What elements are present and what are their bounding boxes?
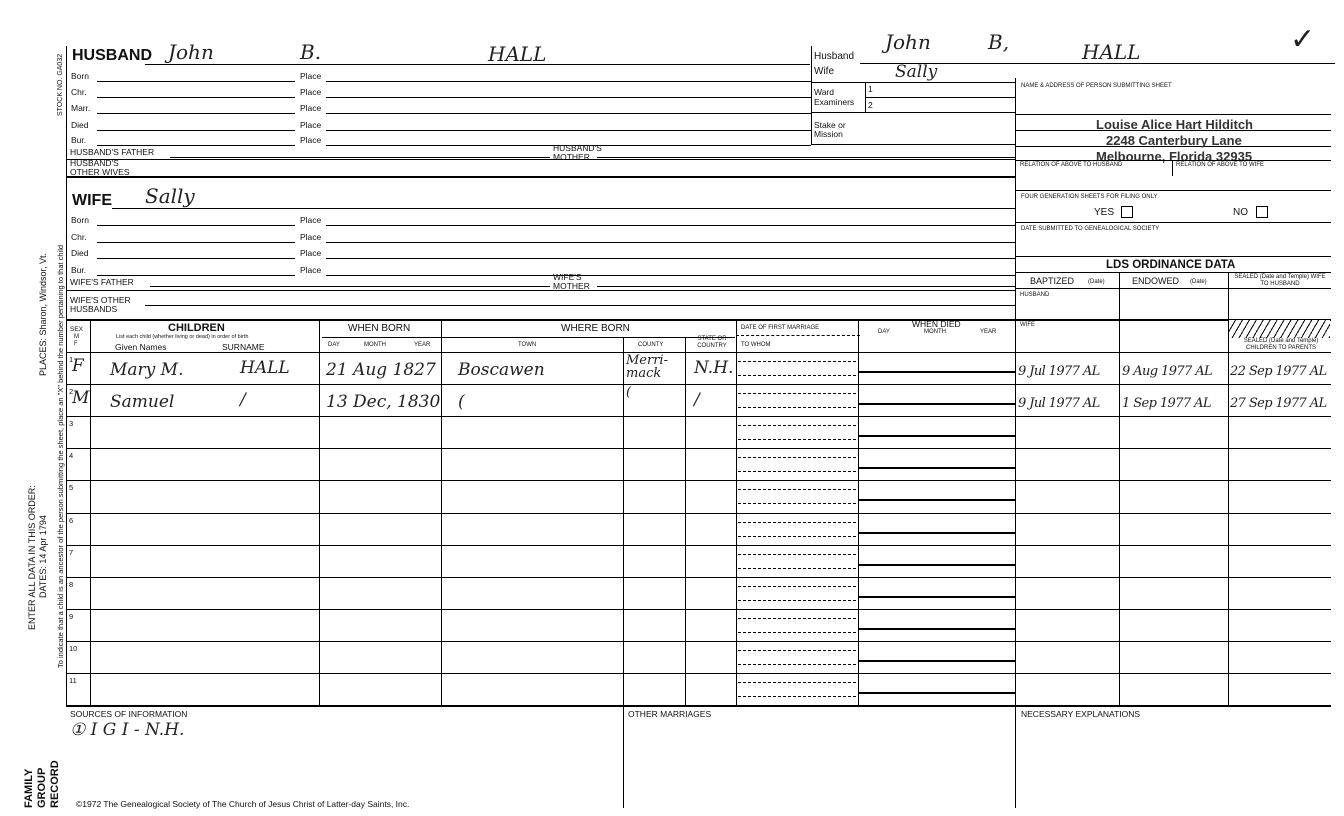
no-checkbox[interactable] [1256,206,1268,218]
born-month-header: MONTH [364,342,386,348]
surname-header: SURNAME [222,342,265,352]
husband-bur-place-label: Place [300,135,322,145]
child-number: 3 [69,419,74,429]
child-sealed[interactable]: 22 Sep 1977 AL [1230,364,1327,379]
places-instruction: PLACES: Sharon, Windsor, Vt. [38,252,48,376]
born-year-header: YEAR [414,342,431,348]
child-number: 1 [69,355,74,364]
child-sex[interactable]: F [72,356,84,376]
state-header: STATE OR COUNTRY [697,336,727,349]
died-month-header: MONTH [924,329,946,335]
wife-died-place-label: Place [300,248,322,258]
mf-header: M F [74,334,79,347]
husband-other-wives-label: HUSBAND'S OTHER WIVES [70,158,130,177]
husband-marr-place-field[interactable] [326,113,811,114]
submitter-street[interactable]: 2248 Canterbury Lane [1106,133,1242,148]
wife-died-place-field[interactable] [326,258,1015,259]
submitter-name[interactable]: Louise Alice Hart Hilditch [1096,117,1253,132]
date-submitted-label: DATE SUBMITTED TO GENEALOGICAL SOCIETY [1021,226,1160,232]
born-day-header: DAY [328,342,340,348]
county-header: COUNTY [638,342,664,348]
child-given-names[interactable]: Samuel [110,392,175,413]
when-born-header: WHEN BORN [348,323,411,334]
table-row [66,609,1331,610]
examiner-2: 2 [868,100,873,110]
wife-other-husbands-label: WIFE'S OTHER HUSBANDS [70,295,131,314]
summary-husband-given[interactable]: John [885,30,931,54]
wife-label: WIFE [72,192,112,209]
child-number: 6 [69,515,74,525]
child-number: 7 [69,547,74,557]
when-died-header: WHEN DIED [912,319,961,329]
relation-wife-label: RELATION OF ABOVE TO WIFE [1176,162,1265,168]
sources-label: SOURCES OF INFORMATION [70,709,188,719]
lds-husband-label: HUSBAND [1020,292,1050,298]
child-birth-town[interactable]: Boscawen [458,360,545,380]
husband-died-place-label: Place [300,120,322,130]
four-gen-label: FOUR GENERATION SHEETS FOR FILING ONLY [1021,194,1158,200]
husband-father-label: HUSBAND'S FATHER [70,147,155,157]
endowed-date-note: (Date) [1190,279,1207,285]
child-number: 2 [69,387,74,397]
wife-mother-label: WIFE'S MOTHER [553,272,590,291]
wife-bur-label: Bur. [71,265,87,275]
sealed-children-header: SEALED (Date and Temple) CHILDREN TO PARENTS [1243,338,1319,351]
child-surname[interactable]: HALL [240,358,290,378]
town-header: TOWN [518,342,537,348]
husband-bur-label: Bur. [71,135,87,145]
submitter-label: NAME & ADDRESS OF PERSON SUBMITTING SHEET [1021,83,1172,89]
summary-husband-middle[interactable]: B, [988,30,1010,54]
wife-given-name[interactable]: Sally [145,184,195,208]
dates-instruction: DATES: 14 Apr 1794 [38,515,48,598]
child-sex[interactable]: M [72,388,90,409]
husband-surname[interactable]: HALL [488,42,547,66]
endowed-header: ENDOWED [1132,276,1179,286]
given-names-header: Given Names [115,342,167,352]
husband-middle-initial[interactable]: B. [300,40,322,64]
wife-bur-place-field[interactable] [326,275,1015,276]
stake-label: Stake or Mission [814,120,846,139]
table-row [66,577,1331,578]
husband-marr-place-label: Place [300,103,322,113]
sex-header: SEX [70,326,84,333]
examiner-1: 1 [868,84,873,94]
order-instruction: ENTER ALL DATA IN THIS ORDER: [27,485,37,630]
sources-value[interactable]: ① I G I - N.H. [70,720,185,740]
husband-label: HUSBAND [72,47,152,64]
table-row [66,448,1331,449]
lds-title: LDS ORDINANCE DATA [1106,259,1236,271]
wife-father-label: WIFE'S FATHER [70,277,134,287]
husband-born-place-field[interactable] [326,81,811,82]
table-row [66,545,1331,546]
child-number: 8 [69,579,74,589]
form-title-group: GROUP [36,767,48,808]
relation-husband-label: RELATION OF ABOVE TO HUSBAND [1020,162,1123,168]
table-row [66,416,1331,417]
explanations-label: NECESSARY EXPLANATIONS [1021,709,1141,719]
baptized-header: BAPTIZED [1030,276,1075,286]
child-number: 10 [69,643,78,653]
husband-mother-label: HUSBAND'S MOTHER [553,143,602,162]
to-whom-header: TO WHOM [741,342,771,348]
sealed-children-hatch [1228,320,1330,338]
child-number: 4 [69,451,74,461]
wife-chr-label: Chr. [71,232,87,242]
child-baptized[interactable]: 9 Jul 1977 AL [1018,396,1100,412]
yes-label: YES [1094,207,1115,218]
husband-died-label: Died [71,120,89,130]
died-year-header: YEAR [980,329,997,335]
table-row [66,673,1331,674]
wife-born-label: Born [71,215,89,225]
no-label: NO [1233,207,1248,218]
copyright: ©1972 The Genealogical Society of The Church of Jesus Christ of Latter-day Saints, Inc. [76,799,410,809]
ancestor-instruction: To indicate that a child is an ancestor of the person submitting the sheet, place an "X" behind the number pertaining to that child [56,244,65,668]
where-born-header: WHERE BORN [561,323,630,334]
yes-checkbox[interactable] [1121,206,1133,218]
husband-given-name[interactable]: John [168,40,214,64]
child-sealed[interactable]: 27 Sep 1977 AL [1230,396,1327,412]
examiners-label: Examiners [814,97,855,107]
child-number: 9 [69,611,74,621]
child-birth-county[interactable]: Merri-mack [626,353,668,381]
child-birth-town[interactable]: ( [458,392,465,413]
wife-chr-place-field[interactable] [326,242,1015,243]
child-surname[interactable]: / [240,390,246,411]
ward-label: Ward [814,87,834,97]
sealed-wife-header: SEALED (Date and Temple) WIFE TO HUSBAND [1234,274,1326,287]
summary-wife-label: Wife [814,66,834,77]
first-marriage-header: DATE OF FIRST MARRIAGE [741,325,820,331]
other-marriages-label: OTHER MARRIAGES [628,709,712,719]
table-row [66,641,1331,642]
child-birth-date[interactable]: 21 Aug 1827 [326,360,436,380]
child-birth-date[interactable]: 13 Dec, 1830 [326,392,441,413]
child-baptized[interactable]: 9 Jul 1977 AL [1018,364,1100,379]
summary-wife-name[interactable]: Sally [895,62,938,82]
child-given-names[interactable]: Mary M. [110,360,184,380]
husband-born-label: Born [71,71,89,81]
child-birth-county[interactable]: ( [626,385,632,401]
children-header: CHILDREN [168,322,225,334]
table-row [66,384,1331,385]
husband-chr-place-label: Place [300,87,322,97]
form-title-family: FAMILY [23,768,35,808]
husband-chr-label: Chr. [71,87,87,97]
summary-husband-surname[interactable]: HALL [1082,40,1141,64]
husband-died-place-field[interactable] [326,130,811,131]
children-subheader: List each child (whether living or dead) in order of birth [116,334,249,340]
child-endowed[interactable]: 9 Aug 1977 AL [1122,364,1213,379]
child-endowed[interactable]: 1 Sep 1977 AL [1122,396,1211,412]
table-row [66,513,1331,514]
husband-marr-label: Marr. [71,103,91,113]
child-number: 11 [69,676,77,685]
summary-husband-label: Husband [814,51,855,62]
lds-wife-label: WIFE [1020,322,1035,328]
wife-died-label: Died [71,248,89,258]
table-row [66,480,1331,481]
child-birth-state[interactable]: N.H. [694,358,734,378]
wife-born-place-label: Place [300,215,322,225]
husband-chr-place-field[interactable] [326,97,811,98]
form-title-record: RECORD [49,760,61,808]
wife-chr-place-label: Place [300,232,322,242]
baptized-date-note: (Date) [1088,279,1105,285]
submitter-city[interactable]: Melbourne, Florida 32935 [1096,149,1253,164]
stock-number: STOCK NO. GA032 [57,53,64,116]
wife-born-place-field[interactable] [326,225,1015,226]
child-number: 5 [69,483,74,493]
husband-born-place-label: Place [300,71,322,81]
died-day-header: DAY [878,329,890,335]
checkmark: ✓ [1290,22,1316,57]
child-birth-state[interactable]: / [694,390,700,411]
wife-bur-place-label: Place [300,265,322,275]
